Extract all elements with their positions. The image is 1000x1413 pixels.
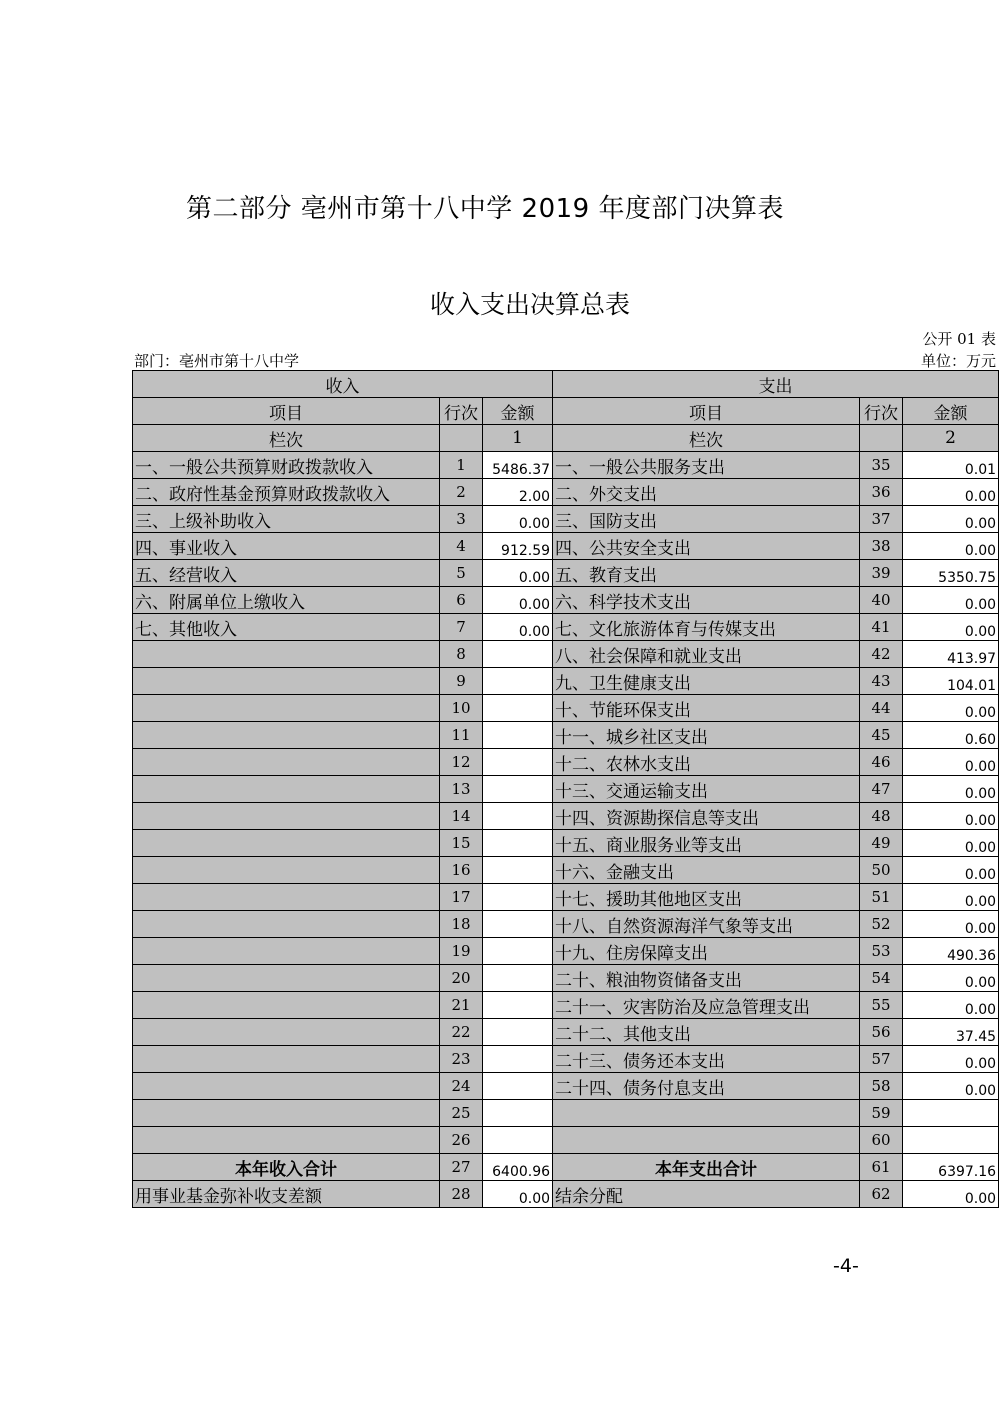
income-item (133, 803, 440, 830)
income-item (133, 695, 440, 722)
expense-amount: 5350.75 (903, 560, 999, 587)
income-amount (483, 1127, 553, 1154)
expense-item: 结余分配 (553, 1181, 860, 1208)
part-title: 第二部分 亳州市第十八中学 2019 年度部门决算表 (186, 194, 784, 224)
table-row (133, 479, 999, 506)
expense-amount: 0.00 (903, 533, 999, 560)
expense-row-number: 45 (860, 722, 903, 749)
income-amount: 912.59 (483, 533, 553, 560)
table-row (133, 1127, 999, 1154)
expense-item (553, 1100, 860, 1127)
expense-item: 十八、自然资源海洋气象等支出 (553, 911, 860, 938)
income-amount (483, 668, 553, 695)
expense-item: 十九、住房保障支出 (553, 938, 860, 965)
expense-amount: 0.01 (903, 452, 999, 479)
income-amount: 0.00 (483, 587, 553, 614)
income-row-number: 27 (440, 1154, 483, 1181)
table-row (133, 1181, 999, 1208)
income-row-number: 10 (440, 695, 483, 722)
expense-item: 三、国防支出 (553, 506, 860, 533)
expense-row-number: 49 (860, 830, 903, 857)
expense-item: 九、卫生健康支出 (553, 668, 860, 695)
income-item (133, 965, 440, 992)
income-amount (483, 992, 553, 1019)
income-amount (483, 1073, 553, 1100)
income-row-number: 5 (440, 560, 483, 587)
income-item (133, 668, 440, 695)
income-row-number: 14 (440, 803, 483, 830)
income-item (133, 1100, 440, 1127)
income-amount (483, 722, 553, 749)
income-item (133, 749, 440, 776)
table-row (133, 1019, 999, 1046)
expense-item: 七、文化旅游体育与传媒支出 (553, 614, 860, 641)
page-number: -4- (833, 1255, 859, 1277)
expense-amount (903, 1127, 999, 1154)
unit-label: 单位：万元 (920, 352, 996, 370)
expense-item: 本年支出合计 (553, 1154, 860, 1181)
expense-item: 十三、交通运输支出 (553, 776, 860, 803)
expense-row-number: 58 (860, 1073, 903, 1100)
income-row-number: 23 (440, 1046, 483, 1073)
expense-row-number: 54 (860, 965, 903, 992)
income-row-number: 25 (440, 1100, 483, 1127)
income-amount: 0.00 (483, 614, 553, 641)
income-row-number: 26 (440, 1127, 483, 1154)
income-amount (483, 695, 553, 722)
expense-amount: 0.00 (903, 884, 999, 911)
income-row-number: 12 (440, 749, 483, 776)
expense-item: 四、公共安全支出 (553, 533, 860, 560)
income-item (133, 776, 440, 803)
expense-item (553, 1127, 860, 1154)
income-item: 三、上级补助收入 (133, 506, 440, 533)
income-row-number: 16 (440, 857, 483, 884)
income-row-number: 4 (440, 533, 483, 560)
expense-amount-header: 金额 (903, 398, 999, 425)
expense-item: 二十四、债务付息支出 (553, 1073, 860, 1100)
expense-amount: 490.36 (903, 938, 999, 965)
expense-item: 十五、商业服务业等支出 (553, 830, 860, 857)
table-row (133, 803, 999, 830)
expense-row-number: 42 (860, 641, 903, 668)
income-amount (483, 830, 553, 857)
expense-row-number: 35 (860, 452, 903, 479)
table-row (133, 641, 999, 668)
income-amount: 0.00 (483, 1181, 553, 1208)
table-row (133, 614, 999, 641)
expense-item: 一、一般公共服务支出 (553, 452, 860, 479)
table-row (133, 830, 999, 857)
expense-row-number: 56 (860, 1019, 903, 1046)
expense-amount: 0.00 (903, 1046, 999, 1073)
income-item (133, 911, 440, 938)
expense-amount: 0.00 (903, 479, 999, 506)
expense-item: 十二、农林水支出 (553, 749, 860, 776)
income-row-number: 28 (440, 1181, 483, 1208)
expense-item: 六、科学技术支出 (553, 587, 860, 614)
expense-colno: 2 (903, 425, 999, 452)
expense-colno-label: 栏次 (553, 425, 860, 452)
income-item: 四、事业收入 (133, 533, 440, 560)
expense-row-number: 37 (860, 506, 903, 533)
income-colno-label: 栏次 (133, 425, 440, 452)
expense-amount: 0.00 (903, 695, 999, 722)
expense-row-number: 43 (860, 668, 903, 695)
income-amount (483, 857, 553, 884)
expense-row-number: 51 (860, 884, 903, 911)
expense-amount: 37.45 (903, 1019, 999, 1046)
income-row-number: 18 (440, 911, 483, 938)
expense-row-number: 39 (860, 560, 903, 587)
expense-item: 十四、资源勘探信息等支出 (553, 803, 860, 830)
expense-amount: 0.00 (903, 614, 999, 641)
income-row-number: 19 (440, 938, 483, 965)
table-row (133, 668, 999, 695)
income-amount (483, 803, 553, 830)
income-row-number: 3 (440, 506, 483, 533)
table-row (133, 884, 999, 911)
table-row (133, 452, 999, 479)
income-item (133, 1046, 440, 1073)
table-title: 收入支出决算总表 (429, 290, 630, 319)
table-row (133, 857, 999, 884)
income-item (133, 830, 440, 857)
income-item (133, 938, 440, 965)
expense-amount: 0.00 (903, 911, 999, 938)
income-row-number: 8 (440, 641, 483, 668)
expense-row-number: 48 (860, 803, 903, 830)
expense-amount: 0.00 (903, 587, 999, 614)
expense-header: 支出 (553, 371, 999, 398)
expense-amount: 0.00 (903, 1181, 999, 1208)
income-item (133, 641, 440, 668)
income-item: 五、经营收入 (133, 560, 440, 587)
expense-row-number: 53 (860, 938, 903, 965)
expense-row-number: 52 (860, 911, 903, 938)
expense-row-number: 44 (860, 695, 903, 722)
income-row-number: 13 (440, 776, 483, 803)
table-row (133, 776, 999, 803)
income-expense-table (132, 370, 999, 1208)
income-amount (483, 641, 553, 668)
income-item: 七、其他收入 (133, 614, 440, 641)
income-item (133, 857, 440, 884)
expense-row-number: 46 (860, 749, 903, 776)
income-row-number: 6 (440, 587, 483, 614)
income-row-number: 22 (440, 1019, 483, 1046)
income-item (133, 1073, 440, 1100)
expense-row-number: 55 (860, 992, 903, 1019)
income-item (133, 1019, 440, 1046)
table-row (133, 533, 999, 560)
total-row (133, 1154, 999, 1181)
expense-row-number: 38 (860, 533, 903, 560)
income-amount (483, 776, 553, 803)
expense-amount: 0.00 (903, 830, 999, 857)
expense-rowno-header: 行次 (860, 398, 903, 425)
income-item-header: 项目 (133, 398, 440, 425)
income-row-number: 1 (440, 452, 483, 479)
table-row (133, 749, 999, 776)
expense-amount: 0.00 (903, 506, 999, 533)
table-row (133, 560, 999, 587)
table-row (133, 1100, 999, 1127)
expense-row-number: 41 (860, 614, 903, 641)
income-amount (483, 965, 553, 992)
expense-item: 十一、城乡社区支出 (553, 722, 860, 749)
income-item: 本年收入合计 (133, 1154, 440, 1181)
expense-row-number: 36 (860, 479, 903, 506)
expense-row-number: 62 (860, 1181, 903, 1208)
income-amount (483, 1100, 553, 1127)
income-amount (483, 884, 553, 911)
income-row-number: 17 (440, 884, 483, 911)
income-amount (483, 1019, 553, 1046)
expense-amount: 0.00 (903, 857, 999, 884)
expense-item: 二、外交支出 (553, 479, 860, 506)
table-row (133, 506, 999, 533)
table-row (133, 911, 999, 938)
column-header-row (133, 398, 999, 425)
expense-amount: 6397.16 (903, 1154, 999, 1181)
income-row-number: 20 (440, 965, 483, 992)
income-item (133, 884, 440, 911)
expense-row-number: 47 (860, 776, 903, 803)
table-row (133, 695, 999, 722)
income-amount (483, 938, 553, 965)
form-code: 公开 01 表 (922, 330, 996, 348)
income-header: 收入 (133, 371, 553, 398)
table-row (133, 1073, 999, 1100)
expense-item: 八、社会保障和就业支出 (553, 641, 860, 668)
section-header-row (133, 371, 999, 398)
table-row (133, 722, 999, 749)
income-amount: 0.00 (483, 506, 553, 533)
expense-item: 十、节能环保支出 (553, 695, 860, 722)
table-row (133, 938, 999, 965)
income-colno: 1 (483, 425, 553, 452)
expense-amount: 0.00 (903, 776, 999, 803)
department-label: 部门：亳州市第十八中学 (134, 352, 300, 370)
table-row (133, 587, 999, 614)
column-number-row (133, 425, 999, 452)
expense-amount: 0.00 (903, 992, 999, 1019)
income-amount: 0.00 (483, 560, 553, 587)
expense-item: 五、教育支出 (553, 560, 860, 587)
table-row (133, 992, 999, 1019)
expense-amount: 0.00 (903, 803, 999, 830)
expense-amount: 413.97 (903, 641, 999, 668)
income-amount: 5486.37 (483, 452, 553, 479)
table-row (133, 965, 999, 992)
income-row-number: 15 (440, 830, 483, 857)
income-amount (483, 911, 553, 938)
income-amount (483, 1046, 553, 1073)
expense-amount: 0.00 (903, 749, 999, 776)
expense-amount: 104.01 (903, 668, 999, 695)
expense-row-number: 61 (860, 1154, 903, 1181)
expense-colno-blank (860, 425, 903, 452)
income-item (133, 1127, 440, 1154)
expense-item: 十七、援助其他地区支出 (553, 884, 860, 911)
income-item: 二、政府性基金预算财政拨款收入 (133, 479, 440, 506)
income-item: 用事业基金弥补收支差额 (133, 1181, 440, 1208)
income-row-number: 11 (440, 722, 483, 749)
expense-amount: 0.00 (903, 965, 999, 992)
expense-row-number: 57 (860, 1046, 903, 1073)
income-amount-header: 金额 (483, 398, 553, 425)
expense-amount: 0.60 (903, 722, 999, 749)
income-row-number: 2 (440, 479, 483, 506)
income-rowno-header: 行次 (440, 398, 483, 425)
income-amount: 6400.96 (483, 1154, 553, 1181)
table-row (133, 1046, 999, 1073)
income-row-number: 21 (440, 992, 483, 1019)
income-item: 六、附属单位上缴收入 (133, 587, 440, 614)
expense-row-number: 50 (860, 857, 903, 884)
expense-row-number: 59 (860, 1100, 903, 1127)
expense-item: 二十三、债务还本支出 (553, 1046, 860, 1073)
expense-row-number: 40 (860, 587, 903, 614)
income-row-number: 7 (440, 614, 483, 641)
income-row-number: 9 (440, 668, 483, 695)
income-item (133, 722, 440, 749)
expense-row-number: 60 (860, 1127, 903, 1154)
expense-item: 二十、粮油物资储备支出 (553, 965, 860, 992)
income-item: 一、一般公共预算财政拨款收入 (133, 452, 440, 479)
income-amount (483, 749, 553, 776)
income-row-number: 24 (440, 1073, 483, 1100)
income-item (133, 992, 440, 1019)
expense-amount: 0.00 (903, 1073, 999, 1100)
expense-item: 二十二、其他支出 (553, 1019, 860, 1046)
expense-amount (903, 1100, 999, 1127)
expense-item: 二十一、灾害防治及应急管理支出 (553, 992, 860, 1019)
income-colno-blank (440, 425, 483, 452)
income-amount: 2.00 (483, 479, 553, 506)
expense-item: 十六、金融支出 (553, 857, 860, 884)
expense-item-header: 项目 (553, 398, 860, 425)
